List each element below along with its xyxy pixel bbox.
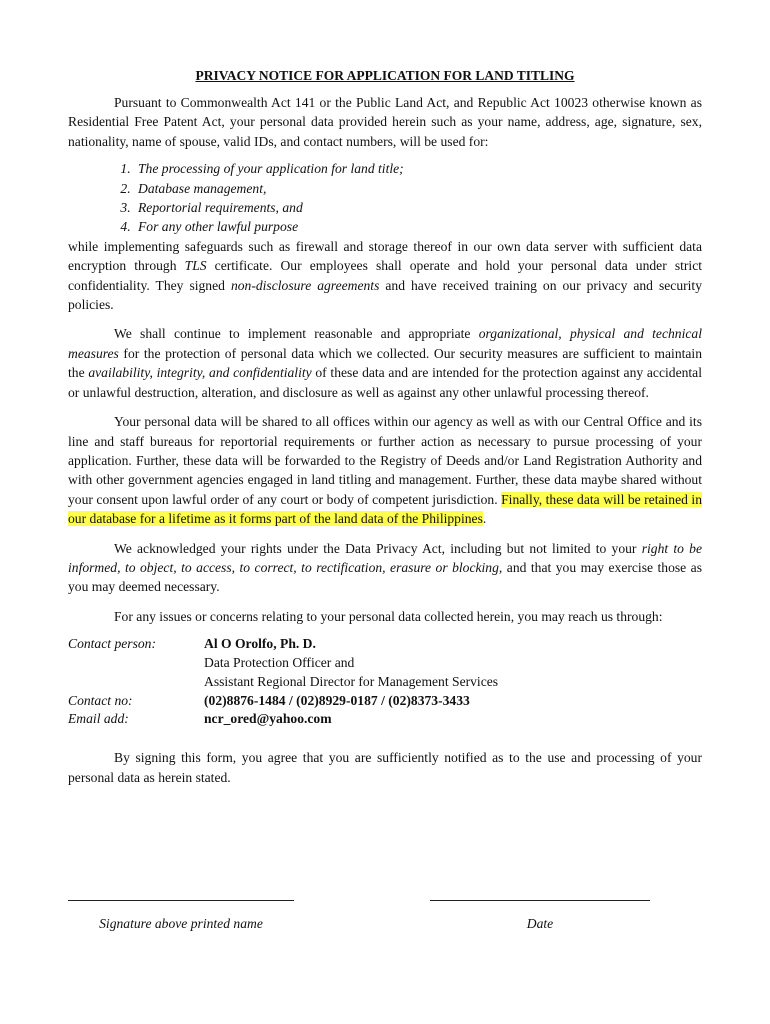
list-item: 4. For any other lawful purpose [134,217,702,236]
list-item: 2. Database management, [134,179,702,198]
intro-paragraph: Pursuant to Commonwealth Act 141 or the Public Land Act, and Republic Act 10023 otherwise known as Residential Free Patent Act, your personal data provided herein such as your name, address, age, signature, sex, nationality, name of spouse, valid IDs, and contact numbers, will be used for: [68,95,702,149]
signature-line[interactable] [68,900,294,901]
nda-term: non-disclosure agreements [230,277,380,293]
contact-person-title: Assistant Regional Director for Management Services [204,673,499,689]
signature-label: Signature above printed name [99,916,263,931]
safeguards-paragraph: while implementing safeguards such as firewall and storage thereof in our own data server with sufficient data encryption through TLS certificate. Our employees shall operate and hold your personal data under strict confidentiality. They signed non-disclosure agreements and have received training on our privacy and security policies. [68,238,703,313]
consent-paragraph: By signing this form, you agree that you are sufficiently notified as to the use and processing of your personal data as herein stated. [68,750,702,785]
tls-term: TLS [184,258,207,274]
concerns-paragraph: For any issues or concerns relating to your personal data collected herein, you may reach us through: [114,608,663,624]
contact-person-title: Data Protection Officer and [204,654,355,670]
list-item: 1. The processing of your application for land title; [134,159,702,178]
data-sharing-paragraph: Your personal data will be shared to all offices within our agency as well as with our Central Office and its line and staff bureaus for reportorial requirements or further action as necessary to pursue processing of your application. Further, these data will be forwarded to the Registry of Deeds and/or Land Registration Authority and with other government agencies engaged in land titling and management. Further, these data maybe shared without your consent upon lawful order of any court or body of competent jurisdiction. Finally, these data will be retained in our database for a lifetime as it forms part of the land data of the Philippines. [68,414,702,527]
date-label: Date [526,916,554,931]
security-measures-paragraph: We shall continue to implement reasonable and appropriate organizational, physical and technical measures for the protection of personal data which we collected. Our security measures are sufficient to maintain the availability, integrity, and confidentiality of these data and are intended for the protection against any accidental or unlawful destruction, alteration, and disclosure as well as against any other unlawful processing thereof. [68,326,702,400]
privacy-notice-document [68,68,702,787]
data-uses-list [68,159,702,237]
email-label: Email add: [68,711,129,727]
contact-block [68,635,702,729]
rights-paragraph: We acknowledged your rights under the Data Privacy Act, including but not limited to your right to be informed, to object, to access, to correct, to rectification, erasure or blocking, and that you may exercise those as you may deemed necessary. [68,540,702,595]
contact-person-label: Contact person: [68,636,156,652]
contact-number-label: Contact no: [68,692,133,708]
contact-number: (02)8876-1484 / (02)8929-0187 / (02)8373-3433 [204,692,470,708]
list-item: 3. Reportorial requirements, and [134,198,702,217]
signature-section [68,900,702,950]
date-line[interactable] [430,900,650,901]
document-title: PRIVACY NOTICE FOR APPLICATION FOR LAND TITLING [195,68,575,83]
highlighted-retention-text: Finally, these data will be retained in our database for a lifetime as it forms part of the land data of the Philippines [68,491,702,527]
contact-person-name: Al O Orolfo, Ph. D. [204,636,316,652]
email-address: ncr_ored@yahoo.com [204,711,332,727]
